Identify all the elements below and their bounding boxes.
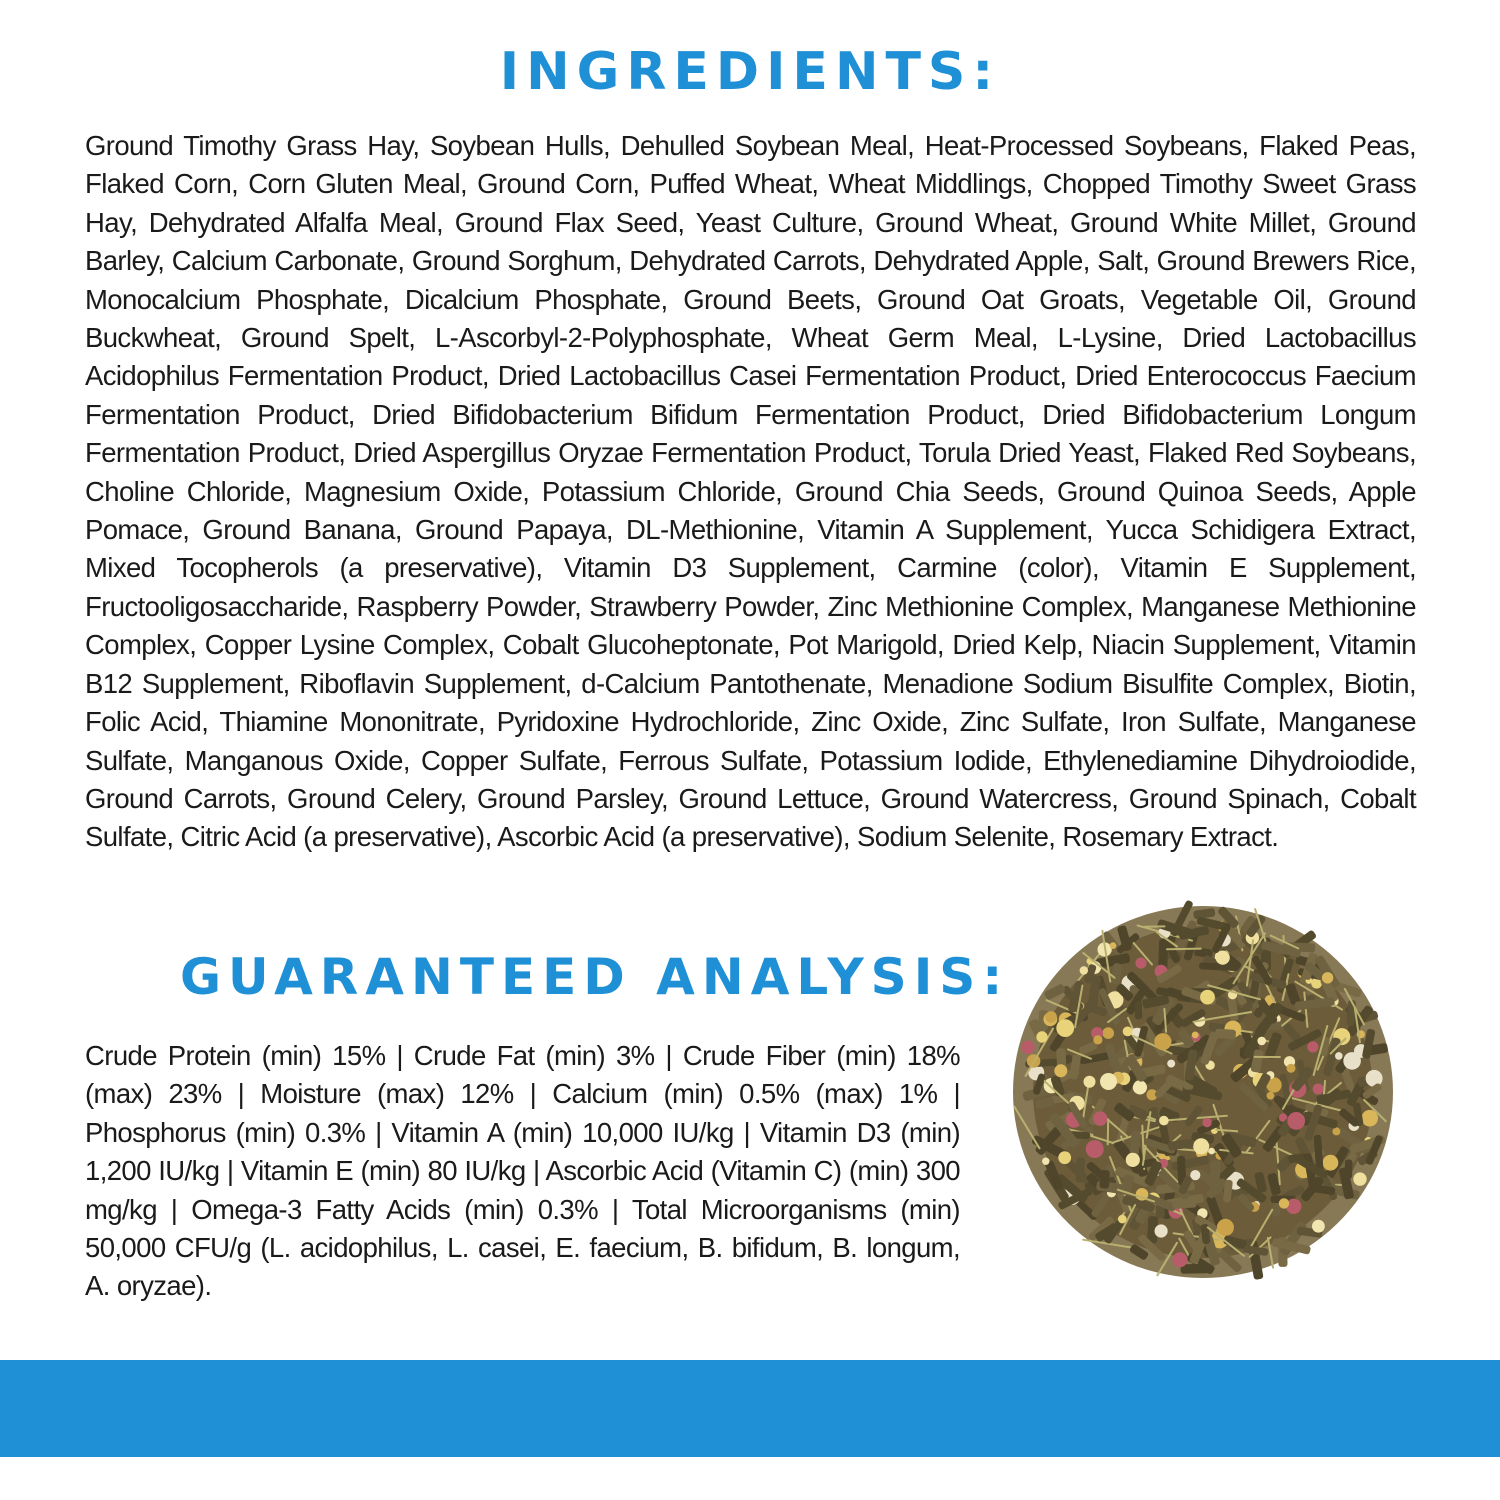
ingredients-list: Ground Timothy Grass Hay, Soybean Hulls, Dehulled Soybean Meal, Heat-Processed Soybeans, Flaked Peas, Flaked Corn, Corn Gluten Meal, Ground Corn, Puffed Wheat, Wheat Middlings, Chopped Timothy Sweet Grass Hay, Dehydrated Alfalfa Meal, Ground Flax Seed, Yeast Culture, Ground Wheat, Ground White Millet, Ground Barley, Calcium Carbonate, Ground Sorghum, Dehydrated Carrots, Dehydrated Apple, Salt, Ground Brewers Rice, Monocalcium Phosphate, Dicalcium Phosphate, Ground Beets, Ground Oat Groats, Vegetable Oil, Ground Buckwheat, Ground Spelt, L-Ascorbyl-2-Polyphosphate, Wheat Germ Meal, L-Lysine, Dried Lactobacillus Acidophilus Fermentation Product, Dried Lactobacillus Casei Fermentation Product, Dried Enterococcus Faecium Fermentation Product, Dried Bifidobacterium Bifidum Fermentation Product, Dried Bifidobacterium Longum Fermentation Product, Dried Aspergillus Oryzae Fermentation Product, Torula Dried Yeast, Flaked Red Soybeans, Choline Chloride, Magnesium Oxide, Potassium Chloride, Ground Chia Seeds, Ground Quinoa Seeds, Apple Pomace, Ground Banana, Ground Papaya, DL-Methionine, Vitamin A Supplement, Yucca Schidigera Extract, Mixed Tocopherols (a preservative), Vitamin D3 Supplement, Carmine (color), Vitamin E Supplement, Fructooligosaccharide, Raspberry Powder, Strawberry Powder, Zinc Methionine Complex, Manganese Methionine Complex, Copper Lysine Complex, Cobalt Glucoheptonate, Pot Marigold, Dried Kelp, Niacin Supplement, Vitamin B12 Supplement, Riboflavin Supplement, d-Calcium Pantothenate, Menadione Sodium Bisulfite Complex, Biotin, Folic Acid, Thiamine Mononitrate, Pyridoxine Hydrochloride, Zinc Oxide, Zinc Sulfate, Iron Sulfate, Manganese Sulfate, Manganous Oxide, Copper Sulfate, Ferrous Sulfate, Potassium Iodide, Ethylenediamine Dihydroiodide, Ground Carrots, Ground Celery, Ground Parsley, Ground Lettuce, Ground Watercress, Ground Spinach, Cobalt Sulfate, Citric Acid (a preservative), Ascorbic Acid (a preservative), Sodium Selenite, Rosemary Extract. <box>85 130 1416 853</box>
food-mix-photo <box>985 880 1425 1300</box>
footer-band <box>0 1360 1500 1457</box>
guaranteed-analysis-text: Crude Protein (min) 15% | Crude Fat (min) 3% | Crude Fiber (min) 18% (max) 23% | Moisture (max) 12% | Calcium (min) 0.5% (max) 1% | Phosphorus (min) 0.3% | Vitamin A (min) 10,000 IU/kg | Vitamin D3 (min) 1,200 IU/kg | Vitamin E (min) 80 IU/kg | Ascorbic Acid (Vitamin C) (min) 300 mg/kg | Omega-3 Fatty Acids (min) 0.3% | Total Microorganisms (min) 50,000 CFU/g (L. acidophilus, L. casei, E. faecium, B. bifidum, B. longum, A. oryzae). <box>85 1040 960 1302</box>
ingredients-title: INGREDIENTS: <box>499 42 1001 102</box>
guaranteed-analysis-title: GUARANTEED ANALYSIS: <box>180 948 1010 1006</box>
